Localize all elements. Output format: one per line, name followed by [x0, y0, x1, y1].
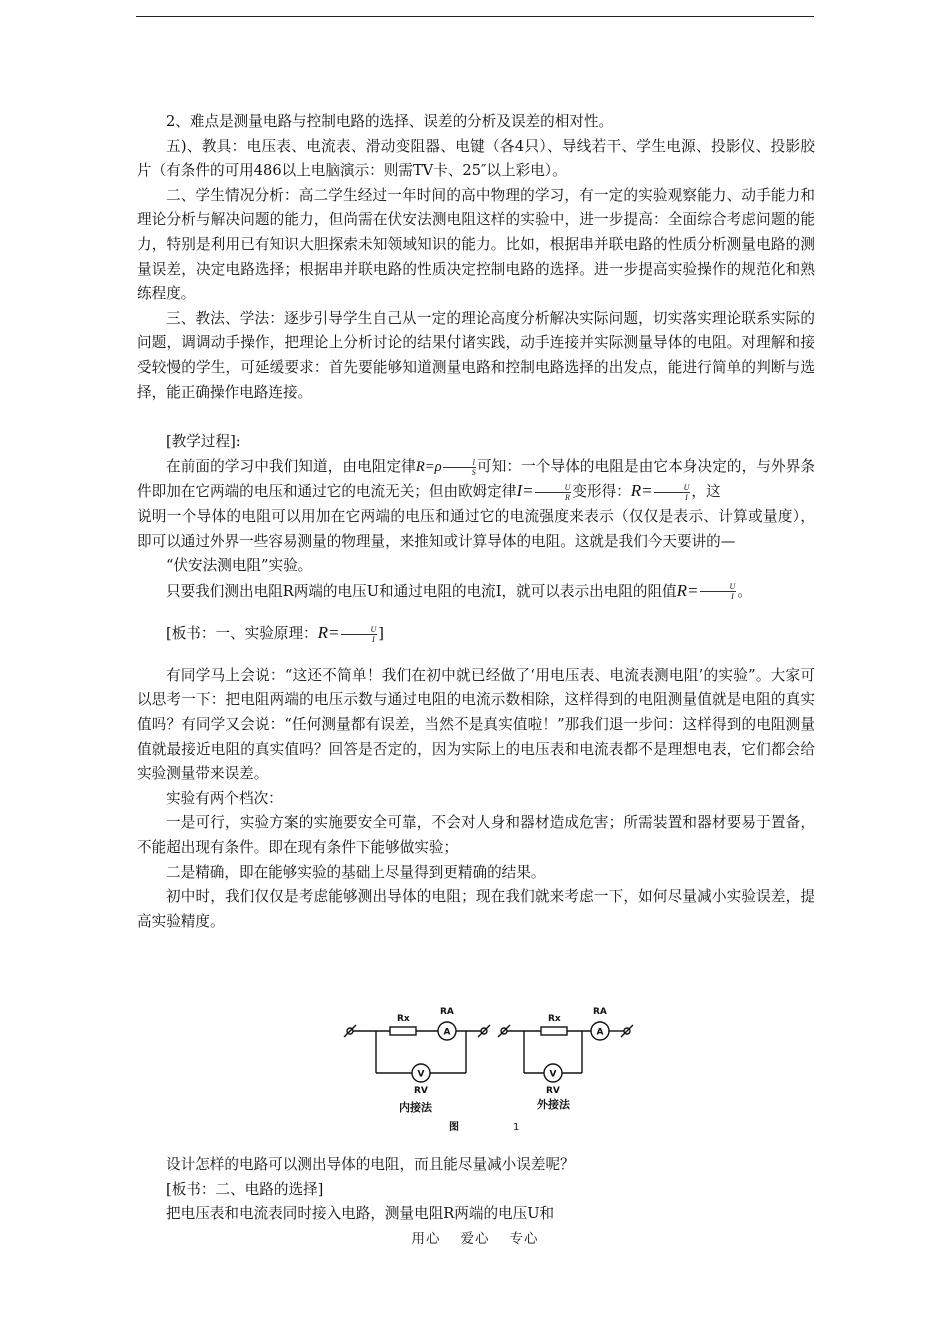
- resistance-formula: [631, 481, 692, 500]
- circuit-diagram-figure-1: [338, 1003, 638, 1138]
- footer-text: 用心: [411, 1231, 441, 1247]
- rx-label-left: Rx: [397, 1014, 410, 1024]
- formula-prefix: R=ρ: [415, 458, 442, 475]
- paragraph: 五)、教具：电压表、电流表、滑动变阻器、电键（各4只）、导线若干、学生电源、投影仪、投影胶片（有条件的可用486以上电脑演示：则需TV卡、25″以上彩电）。: [137, 137, 815, 180]
- resistance-formula: [318, 623, 379, 642]
- resistance-law-formula: [416, 459, 477, 475]
- outer-connection-caption: 外接法: [537, 1098, 570, 1111]
- paragraph: 2、难点是测量电路与控制电路的选择、误差的分析及误差的相对性。: [166, 113, 614, 130]
- voltmeter-symbol-left: V: [417, 1069, 425, 1080]
- formula-prefix: I=: [516, 481, 534, 501]
- fraction: [535, 483, 572, 502]
- paragraph: 一是可行，实验方案的实施要安全可靠，不会对人身和器材造成危害；所需装置和器材要易于置备，不能超出现有条件。即在现有条件下能够做实验；: [137, 814, 815, 857]
- paragraph: 有同学马上会说：“这还不简单！我们在初中就已经做了‘用电压表、电流表测电阻’的实验”。大家可以思考一下：把电阻两端的电压示数与通过电阻的电流示数相除，这样得到的电阻测量值就是电阻的真实值吗？有同学又会说：“任何测量都有误差，当然不是真实值啦！”那我们退一步问：这样得到的电阻测量值就最接近电阻的真实值吗？回答是否定的，因为实际上的电压表和电流表都不是理想电表，它们都会给实验测量带来误差。: [137, 666, 815, 783]
- fraction-denominator: R: [565, 492, 570, 502]
- fraction-numerator: U: [700, 582, 737, 592]
- fraction: [443, 458, 476, 477]
- figure-number: 1: [513, 1122, 520, 1133]
- board-note: [板书：二、电路的选择]: [166, 1180, 324, 1198]
- fraction: [700, 582, 737, 601]
- fraction-denominator: S: [471, 467, 476, 477]
- paragraph-with-formula: [137, 579, 815, 605]
- fraction-denominator: I: [731, 592, 734, 602]
- ammeter-symbol-right: A: [596, 1027, 604, 1038]
- fraction-denominator: I: [685, 492, 688, 502]
- paragraph: “伏安法测电阻”实验。: [166, 557, 313, 575]
- paragraph: 三、教法、学法：逐步引导学生自己从一定的理论高度分析解决实际问题，切实落实理论联系实际的问题，调调动手操作，把理论上分析讨论的结果付诸实践，动手连接并实际测量导体的电阻。对理解和接受较慢的学生，可延缓要求：首先要能够知道测量电路和控制电路选择的出发点，能进行简单的判断与选择，能正确操作电路连接。: [137, 309, 815, 401]
- rv-label-left: RV: [414, 1086, 428, 1096]
- footer-text: 专心: [509, 1231, 539, 1247]
- fraction-denominator: I: [372, 634, 375, 644]
- text-run: 只要我们测出电阻R两端的电压U和通过电阻的电流I，就可以表示出电阻的阻值: [166, 582, 677, 600]
- text-run: ，这: [691, 483, 721, 501]
- paragraph: 二、学生情况分析：高二学生经过一年时间的高中物理的学习，有一定的实验观察能力、动手能力和理论分析与解决问题的能力，但尚需在伏安法测电阻这样的实验中，进一步提高：全面综合考虑问题的能力，特别是利用已有知识大胆探索未知领域知识的能力。比如，根据串并联电路的性质分析测量电路的测量误差，决定电路选择；根据串并联电路的性质决定控制电路的选择。进一步提高实验操作的规范化和熟练程度。: [137, 186, 815, 303]
- figure-label: 图: [449, 1122, 459, 1133]
- page-body-bottom: [137, 1153, 815, 1227]
- fraction-numerator: l: [443, 458, 476, 468]
- paragraph: 实验有两个档次：: [166, 789, 283, 807]
- paragraph: 把电压表和电流表同时接入电路，测量电阻R两端的电压U和: [166, 1205, 555, 1223]
- fraction: [654, 483, 691, 502]
- page-footer: [0, 1227, 950, 1247]
- header-rule: [136, 16, 814, 17]
- fraction-numerator: U: [535, 483, 572, 493]
- ra-label-left: RA: [440, 1007, 454, 1017]
- formula-prefix: R=: [317, 623, 340, 643]
- text-run: ]: [378, 625, 384, 643]
- ammeter-symbol-left: A: [443, 1027, 451, 1038]
- paragraph: 说明一个导体的电阻可以用加在它两端的电压和通过它的电流强度来表示（仅仅是表示、计算或量度），即可以通过外界一些容易测量的物理量，来推知或计算导体的电阻。这就是我们今天要讲的—: [137, 507, 815, 550]
- board-note: [137, 621, 815, 647]
- inner-connection-caption: 内接法: [399, 1101, 432, 1114]
- fraction: [341, 625, 378, 644]
- formula-prefix: R=: [676, 580, 699, 600]
- paragraph: 设计怎样的电路可以测出导体的电阻，而且能尽量减小误差呢？: [166, 1156, 575, 1173]
- section-heading: [教学过程]:: [166, 433, 241, 451]
- text-run: [板书：一、实验原理：: [166, 625, 318, 643]
- paragraph: 二是精确，即在能够实验的基础上尽量得到更精确的结果。: [166, 863, 546, 881]
- text-run: 。: [737, 582, 752, 600]
- rv-label-right: RV: [546, 1086, 560, 1096]
- resistance-formula: [677, 581, 738, 600]
- fraction-numerator: U: [341, 625, 378, 635]
- fraction-numerator: U: [654, 483, 691, 493]
- footer-text: 爱心: [460, 1231, 490, 1247]
- ra-label-right: RA: [593, 1007, 607, 1017]
- voltmeter-symbol-right: V: [549, 1069, 557, 1080]
- paragraph: 初中时，我们仅仅是考虑能够测出导体的电阻；现在我们就来考虑一下，如何尽量减小实验误差，提高实验精度。: [137, 888, 815, 930]
- paragraph-with-formulas: [137, 455, 815, 505]
- text-run: 在前面的学习中我们知道，由电阻定律: [166, 457, 416, 475]
- rx-label-right: Rx: [548, 1014, 561, 1024]
- text-run: 变形得：: [572, 483, 631, 501]
- page-body: [137, 110, 815, 934]
- formula-prefix: R=: [630, 481, 653, 501]
- text-run: 可知：一个导体的电阻是由它本身决定的，与外界条件即加在它两端的电压和通过它的电流无关；但由欧姆定律: [137, 457, 815, 501]
- ohm-law-formula: [516, 481, 572, 500]
